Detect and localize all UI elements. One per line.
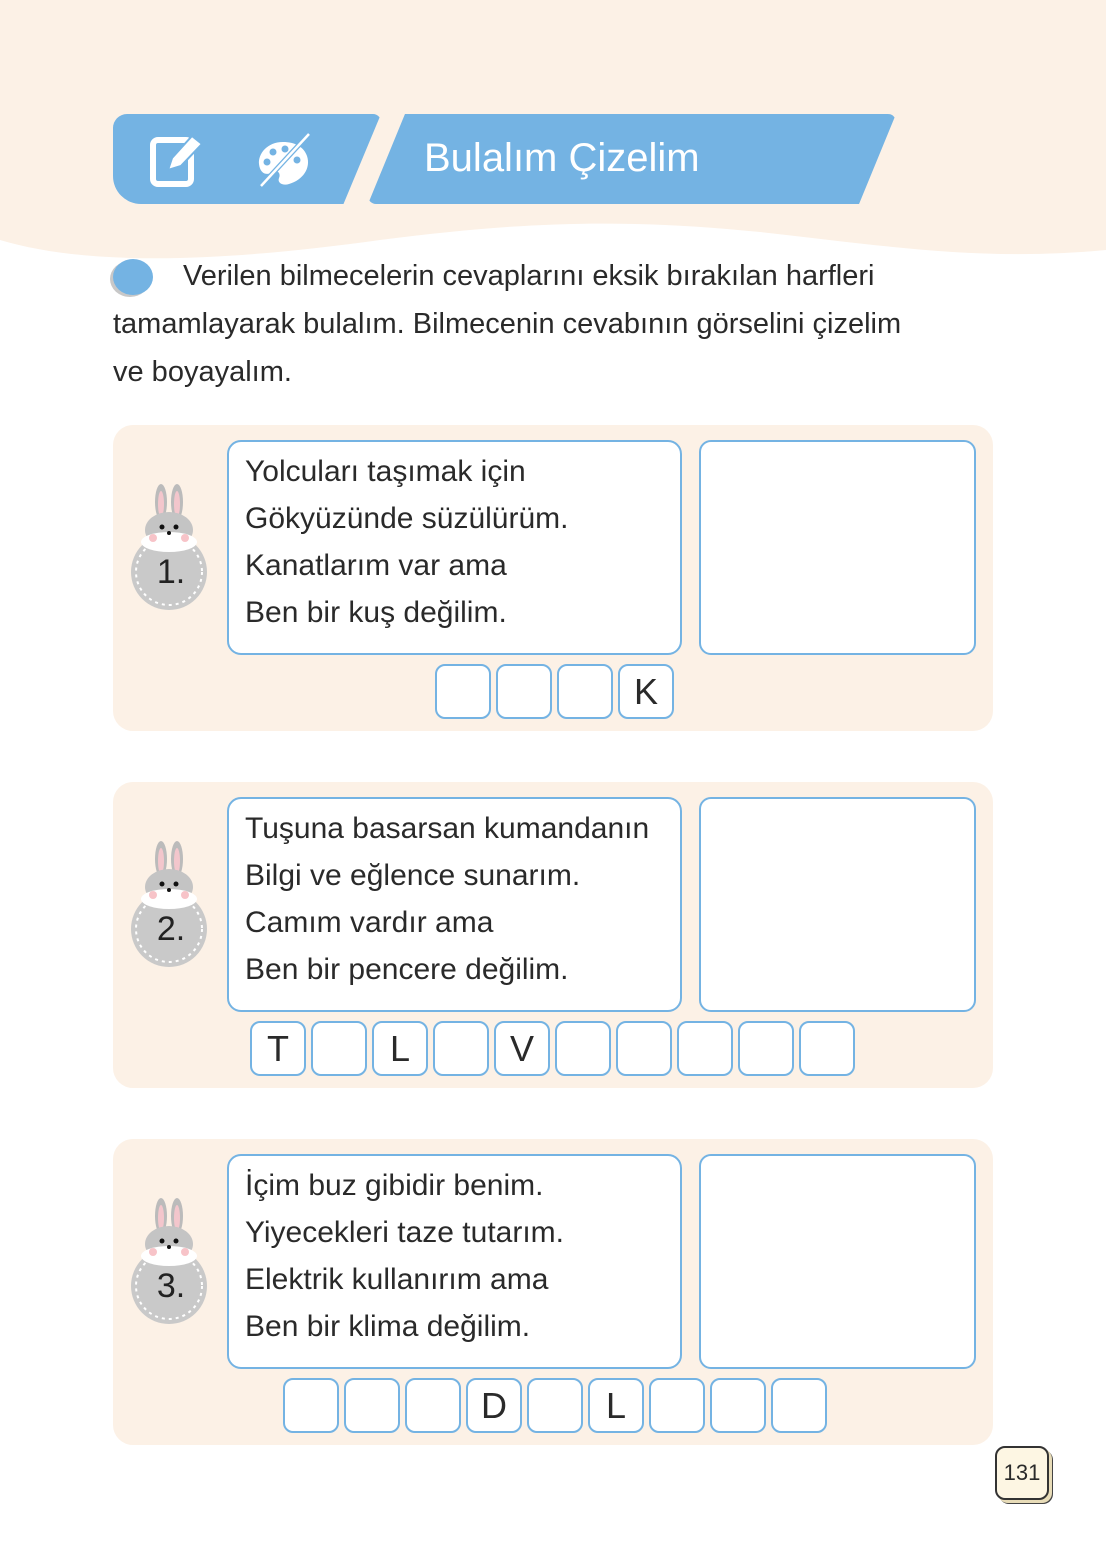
answer-letter-boxes xyxy=(250,1021,855,1076)
instruction-text: Verilen bilmecelerin cevaplarını eksik bırakılan harfleri tamamlayarak bulalım. Bilmecenin cevabının görselini çizelim ve boyayalım. xyxy=(113,260,902,388)
letter-box[interactable] xyxy=(799,1021,855,1076)
riddle-line: Bilgi ve eğlence sunarım. xyxy=(245,859,581,892)
riddle-text-box xyxy=(227,1154,682,1369)
letter-box[interactable]: L xyxy=(372,1021,428,1076)
edit-icon xyxy=(148,130,206,188)
riddle-line: Yiyecekleri taze tutarım. xyxy=(245,1216,564,1249)
riddle-line: Kanatlarım var ama xyxy=(245,549,507,582)
riddle-line: Camım vardır ama xyxy=(245,906,494,939)
riddle-number: 3. xyxy=(156,1267,186,1305)
letter-box[interactable] xyxy=(283,1378,339,1433)
bullet-icon xyxy=(113,259,153,295)
letter-box[interactable] xyxy=(433,1021,489,1076)
letter-box[interactable]: L xyxy=(588,1378,644,1433)
riddle-text-box xyxy=(227,440,682,655)
letter-box[interactable] xyxy=(405,1378,461,1433)
letter-box[interactable] xyxy=(677,1021,733,1076)
riddle-line: Yolcuları taşımak için xyxy=(245,455,526,488)
riddle-line: İçim buz gibidir benim. xyxy=(245,1169,544,1202)
riddle-text-box xyxy=(227,797,682,1012)
letter-box[interactable] xyxy=(710,1378,766,1433)
bunny-number-badge xyxy=(131,1194,211,1329)
letter-box[interactable]: V xyxy=(494,1021,550,1076)
bunny-icon xyxy=(131,959,211,976)
riddle-line: Gökyüzünde süzülürüm. xyxy=(245,502,569,535)
drawing-area[interactable] xyxy=(699,1154,976,1369)
bunny-number-badge xyxy=(131,837,211,972)
riddle-card xyxy=(113,425,993,731)
letter-box[interactable] xyxy=(557,664,613,719)
riddle-line: Tuşuna basarsan kumandanın xyxy=(245,812,650,845)
page-title: Bulalım Çizelim xyxy=(424,136,700,180)
answer-letter-boxes xyxy=(435,664,674,719)
riddle-card xyxy=(113,782,993,1088)
riddle-line: Ben bir kuş değilim. xyxy=(245,596,507,629)
answer-letter-boxes xyxy=(283,1378,827,1433)
letter-box[interactable] xyxy=(344,1378,400,1433)
letter-box[interactable] xyxy=(738,1021,794,1076)
letter-box[interactable] xyxy=(496,664,552,719)
riddle-line: Ben bir pencere değilim. xyxy=(245,953,569,986)
drawing-area[interactable] xyxy=(699,440,976,655)
bunny-icon xyxy=(131,602,211,619)
page-number: 131 xyxy=(995,1446,1049,1500)
riddle-number: 2. xyxy=(156,910,186,948)
riddle-line: Elektrik kullanırım ama xyxy=(245,1263,549,1296)
letter-box[interactable] xyxy=(527,1378,583,1433)
riddle-number: 1. xyxy=(156,553,186,591)
letter-box[interactable]: D xyxy=(466,1378,522,1433)
bunny-icon xyxy=(131,1316,211,1333)
bunny-number-badge xyxy=(131,480,211,615)
letter-box[interactable] xyxy=(771,1378,827,1433)
letter-box[interactable] xyxy=(616,1021,672,1076)
drawing-area[interactable] xyxy=(699,797,976,1012)
letter-box[interactable]: K xyxy=(618,664,674,719)
letter-box[interactable] xyxy=(649,1378,705,1433)
letter-box[interactable] xyxy=(555,1021,611,1076)
letter-box[interactable]: T xyxy=(250,1021,306,1076)
letter-box[interactable] xyxy=(311,1021,367,1076)
riddle-card xyxy=(113,1139,993,1445)
palette-icon xyxy=(255,130,313,188)
letter-box[interactable] xyxy=(435,664,491,719)
riddle-line: Ben bir klima değilim. xyxy=(245,1310,531,1343)
